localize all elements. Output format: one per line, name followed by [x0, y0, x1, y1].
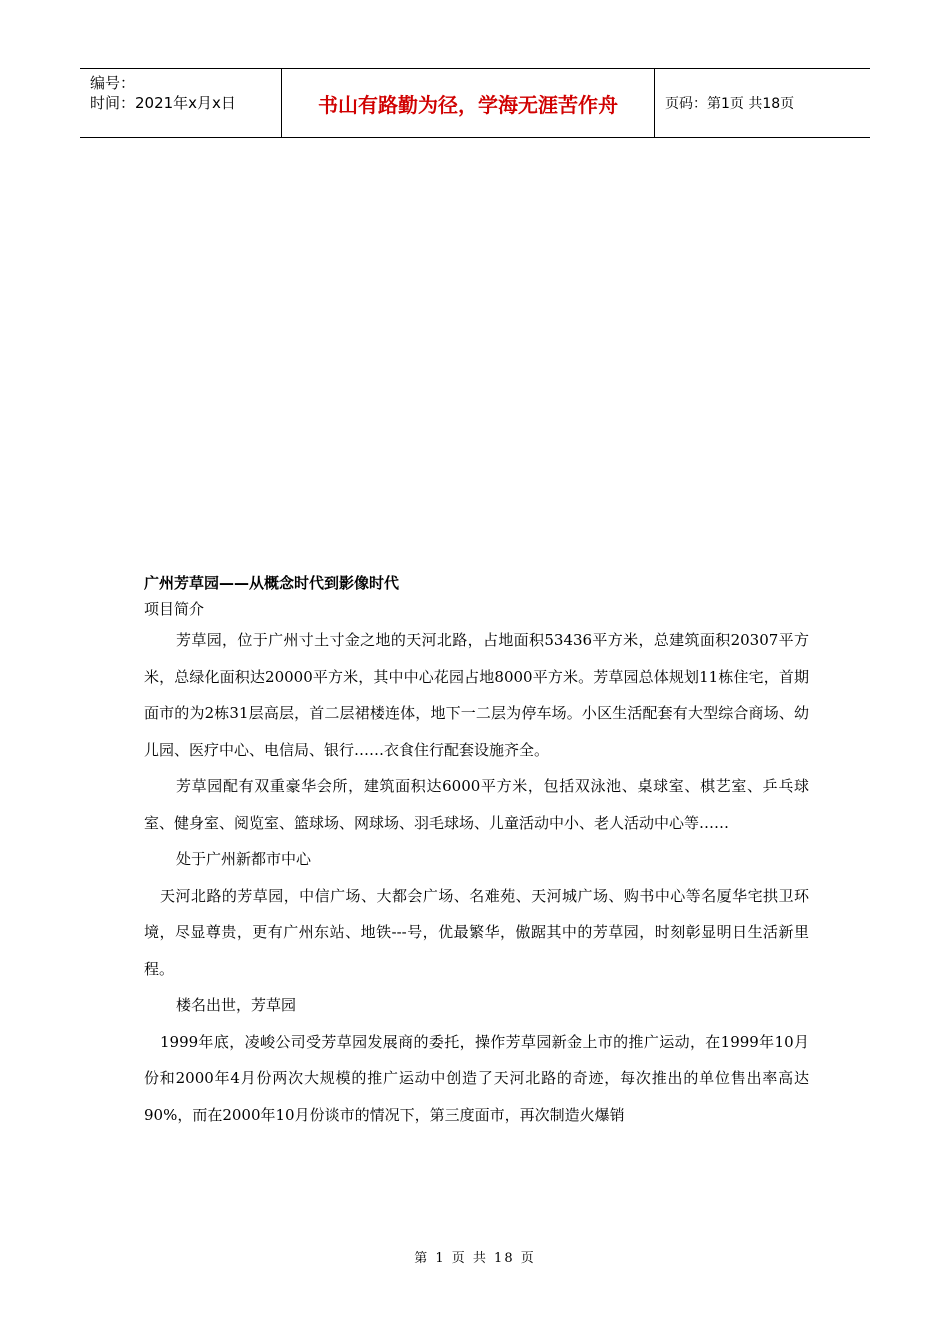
paragraph-1: 芳草园，位于广州寸土寸金之地的天河北路，占地面积53436平方米，总建筑面积20307平方米，总绿化面积达20000平方米，其中中心花园占地8000平方米。芳草园总体规划11栋住宅，首期面市的为2栋31层高层，首二层裙楼连体，地下一二层为停车场。小区生活配套有大型综合商场、幼儿园、医疗中心、电信局、银行……衣食住行配套设施齐全。 — [144, 631, 809, 759]
paragraph-2: 芳草园配有双重豪华会所，建筑面积达6000平方米，包括双泳池、桌球室、棋艺室、乒乓球室、健身室、阅览室、篮球场、网球场、羽毛球场、儿童活动中小、老人活动中心等…… — [144, 777, 809, 832]
paragraph-3: 天河北路的芳草园，中信广场、大都会广场、名难苑、天河城广场、购书中心等名厦华宅拱卫环境，尽显尊贵，更有广州东站、地铁---号，优最繁华，傲踞其中的芳草园，时刻彰显明日生活新里程。 — [144, 886, 809, 978]
document-body — [144, 570, 809, 1133]
document-title: 广州芳草园——从概念时代到影像时代 — [144, 574, 400, 592]
section-heading-1: 处于广州新都市中心 — [176, 850, 312, 868]
paragraph-4: 1999年底，凌峻公司受芳草园发展商的委托，操作芳草园新金上市的推广运动，在1999年10月份和2000年4月份两次大规模的推广运动中创造了天河北路的奇迹，每次推出的单位售出率高达90%，而在2000年10月份谈市的情况下，第三度面市，再次制造火爆销 — [144, 1032, 809, 1124]
section-heading-2: 楼名出世，芳草园 — [176, 996, 297, 1014]
page-header — [80, 68, 870, 138]
header-page-info: 页码：第1页 共18页 — [665, 96, 795, 112]
header-meta — [80, 69, 282, 137]
header-motto: 书山有路勤为径，学海无涯苦作舟 — [282, 69, 655, 137]
number-label: 编号： — [90, 74, 136, 92]
page-footer: 第 1 页 共 18 页 — [414, 1251, 536, 1266]
time-label: 时间：2021年x月x日 — [90, 94, 236, 112]
section-subtitle: 项目简介 — [144, 600, 205, 618]
